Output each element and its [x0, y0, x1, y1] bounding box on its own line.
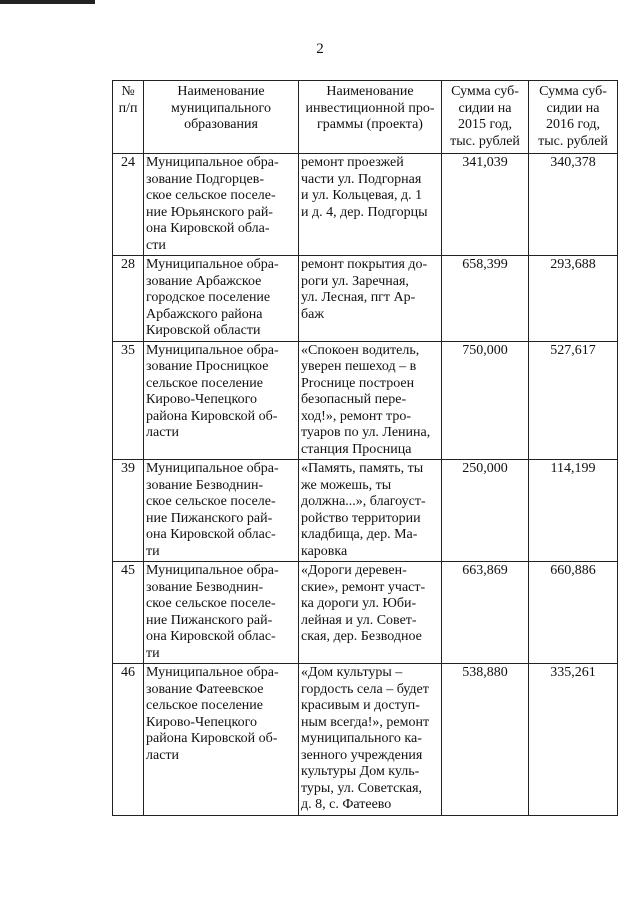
subsidy-2015-cell: 538,880: [442, 664, 529, 816]
table-body: [113, 154, 618, 816]
row-number: 24: [113, 154, 144, 256]
table-header-row: [113, 81, 618, 154]
subsidy-2016-cell: 293,688: [529, 256, 618, 342]
table-row: [113, 256, 618, 342]
table-row: [113, 562, 618, 664]
header-num: № п/п: [113, 81, 144, 154]
program-cell: «Спокоен водитель, уверен пешеход – в Proснице построен безопасный пере- ход!», ремонт тро- туаров по ул. Ленина, станция Просница: [299, 341, 442, 460]
row-number: 28: [113, 256, 144, 342]
subsidy-2016-cell: 114,199: [529, 460, 618, 562]
header-sum-2016: Сумма суб- сидии на 2016 год, тыс. рублей: [529, 81, 618, 154]
municipality-cell: Муниципальное обра- зование Арбажское городское поселение Арбажского района Кировской области: [144, 256, 299, 342]
subsidy-2015-cell: 658,399: [442, 256, 529, 342]
table-row: [113, 664, 618, 816]
subsidy-table: [112, 80, 618, 816]
municipality-cell: Муниципальное обра- зование Фатеевское сельское поселение Кирово-Чепецкого района Кировской об- ласти: [144, 664, 299, 816]
program-cell: «Дороги деревен- ские», ремонт участ- ка дороги ул. Юби- лейная и ул. Совет- ская, дер. Безводное: [299, 562, 442, 664]
header-sum-2015: Сумма суб- сидии на 2015 год, тыс. рублей: [442, 81, 529, 154]
program-cell: «Дом культуры – гордость села – будет красивым и доступ- ным всегда!», ремонт муниципального ка- зенного учреждения культуры Дом куль- туры, ул. Советская, д. 8, с. Фатеево: [299, 664, 442, 816]
row-number: 35: [113, 341, 144, 460]
subsidy-2016-cell: 340,378: [529, 154, 618, 256]
subsidy-2015-cell: 750,000: [442, 341, 529, 460]
program-cell: «Память, память, ты же можешь, ты должна...», благоуст- ройство территории кладбища, дер. Ма- каровка: [299, 460, 442, 562]
municipality-cell: Муниципальное обра- зование Безводнин- ское сельское поселе- ние Пижанского рай- она Кировской облас- ти: [144, 562, 299, 664]
top-edge-rule: [0, 0, 95, 4]
table-row: [113, 154, 618, 256]
municipality-cell: Муниципальное обра- зование Подгорцев- ское сельское поселе- ние Юрьянского рай- она Кировской обла- сти: [144, 154, 299, 256]
row-number: 39: [113, 460, 144, 562]
table-row: [113, 341, 618, 460]
subsidy-2015-cell: 250,000: [442, 460, 529, 562]
subsidy-2016-cell: 660,886: [529, 562, 618, 664]
page-number: 2: [316, 41, 324, 57]
program-cell: ремонт проезжей части ул. Подгорная и ул. Кольцевая, д. 1 и д. 4, дер. Подгорцы: [299, 154, 442, 256]
subsidy-2015-cell: 341,039: [442, 154, 529, 256]
program-cell: ремонт покрытия до- роги ул. Заречная, ул. Лесная, пгт Ар- баж: [299, 256, 442, 342]
municipality-cell: Муниципальное обра- зование Безводнин- ское сельское поселе- ние Пижанского рай- она Кировской облас- ти: [144, 460, 299, 562]
row-number: 45: [113, 562, 144, 664]
subsidy-2016-cell: 335,261: [529, 664, 618, 816]
table-row: [113, 460, 618, 562]
row-number: 46: [113, 664, 144, 816]
municipality-cell: Муниципальное обра- зование Просницкое сельское поселение Кирово-Чепецкого района Кировской об- ласти: [144, 341, 299, 460]
header-program: Наименование инвестиционной про- граммы (проекта): [299, 81, 442, 154]
header-municipality: Наименование муниципального образования: [144, 81, 299, 154]
subsidy-2015-cell: 663,869: [442, 562, 529, 664]
subsidy-2016-cell: 527,617: [529, 341, 618, 460]
